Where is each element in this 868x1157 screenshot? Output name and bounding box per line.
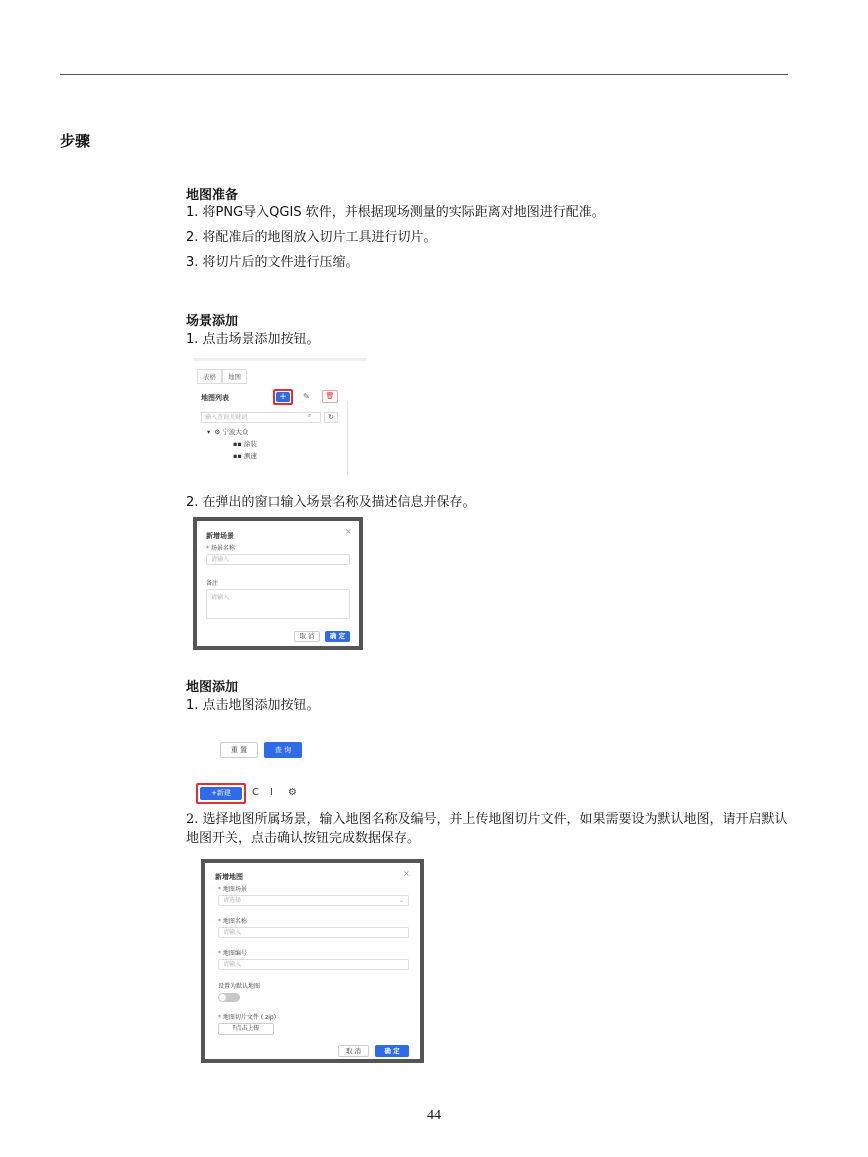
gear-icon: ⚙: [214, 428, 221, 436]
new-map-dialog: [201, 859, 424, 1063]
tree-child-label: 测速: [243, 452, 257, 460]
map-scene-select[interactable]: 请选择 ⌄: [218, 895, 409, 906]
map-list-title: 地图列表: [201, 394, 229, 402]
tree-child-label: 涂装: [243, 440, 257, 448]
map-name-label: * 地图名称: [218, 918, 247, 925]
map-name-input[interactable]: 请输入: [218, 927, 409, 938]
new-map-button-highlight: [196, 783, 246, 804]
query-button[interactable]: 查 询: [264, 742, 302, 758]
steps-heading: 步骤: [60, 132, 91, 150]
tree-root[interactable]: [207, 427, 248, 436]
reset-button[interactable]: 重 置: [220, 742, 258, 758]
refresh-icon[interactable]: C: [252, 787, 259, 798]
settings-icon[interactable]: ⚙: [288, 787, 297, 798]
map-prep-item: 1. 将PNG导入QGIS 软件，并根据现场测量的实际距离对地图进行配准。: [186, 205, 605, 220]
map-list-screenshot: [193, 358, 367, 472]
tree-child[interactable]: [233, 439, 257, 448]
trash-icon[interactable]: 🗑: [322, 390, 338, 403]
tab-table[interactable]: 表格: [197, 369, 222, 384]
cancel-button[interactable]: 取 消: [294, 631, 320, 642]
grid-icon: ▪▪: [233, 440, 242, 448]
scene-add-step2: 2. 在弹出的窗口输入场景名称及描述信息并保存。: [186, 495, 476, 510]
map-add-title: 地图添加: [186, 680, 239, 695]
page-number: 44: [427, 1108, 441, 1123]
dialog-title: 新增地图: [215, 873, 243, 881]
map-code-input[interactable]: 请输入: [218, 959, 409, 970]
default-map-label: 设置为默认地图: [218, 983, 261, 990]
confirm-button[interactable]: 确 定: [375, 1045, 409, 1057]
search-input[interactable]: 输入查询关键词: [201, 412, 321, 423]
map-add-step2: 2. 选择地图所属场景，输入地图名称及编号，并上传地图切片文件，如果需要设为默认地图，请开启默认地图开关，点击确认按钮完成数据保存。: [186, 812, 788, 846]
divider: [347, 401, 348, 475]
remark-textarea[interactable]: 请输入: [206, 589, 350, 619]
tree-root-label: 宁波大众: [222, 428, 249, 436]
dialog-title: 新增场景: [206, 532, 234, 540]
map-scene-label: * 地图场景: [218, 886, 247, 893]
scene-name-label: * 场景名称: [206, 545, 235, 552]
map-prep-item: 3. 将切片后的文件进行压缩。: [186, 255, 359, 270]
cancel-button[interactable]: 取 消: [338, 1045, 369, 1057]
map-prep-item: 2. 将配准后的地图放入切片工具进行切片。: [186, 230, 437, 245]
new-scene-dialog: [193, 517, 363, 650]
scene-add-title: 场景添加: [186, 314, 239, 329]
map-prep-title: 地图准备: [186, 188, 239, 203]
new-map-button[interactable]: +新建: [200, 787, 242, 800]
search-icon[interactable]: ⌕: [308, 412, 312, 419]
upload-button[interactable]: ⤒点击上传: [218, 1023, 274, 1035]
tree-child[interactable]: [233, 451, 257, 460]
plus-icon: +: [276, 392, 290, 402]
scene-name-input[interactable]: 请输入: [206, 554, 350, 565]
caret-down-icon: ▾: [207, 428, 211, 436]
refresh-icon[interactable]: ↻: [324, 412, 338, 423]
close-icon[interactable]: ×: [403, 869, 410, 878]
confirm-button[interactable]: 确 定: [325, 631, 350, 642]
upload-icon: ⤒: [232, 1025, 236, 1032]
header-rule: [60, 74, 788, 75]
close-icon[interactable]: ×: [345, 527, 352, 536]
view-tabs: [197, 369, 247, 384]
remark-label: 备注: [206, 580, 219, 587]
map-add-step1: 1. 点击地图添加按钮。: [186, 698, 320, 713]
pencil-icon[interactable]: ✎: [303, 392, 310, 401]
scene-add-step1: 1. 点击场景添加按钮。: [186, 332, 320, 347]
add-scene-button[interactable]: [273, 389, 293, 405]
default-map-toggle[interactable]: [218, 993, 240, 1002]
chevron-down-icon: ⌄: [398, 897, 404, 904]
tab-map[interactable]: 地图: [222, 369, 247, 384]
map-code-label: * 地图编号: [218, 950, 247, 957]
grid-icon: ▪▪: [233, 452, 242, 460]
map-file-label: * 地图切片文件 (.zip): [218, 1014, 277, 1021]
column-height-icon[interactable]: I: [270, 787, 273, 798]
